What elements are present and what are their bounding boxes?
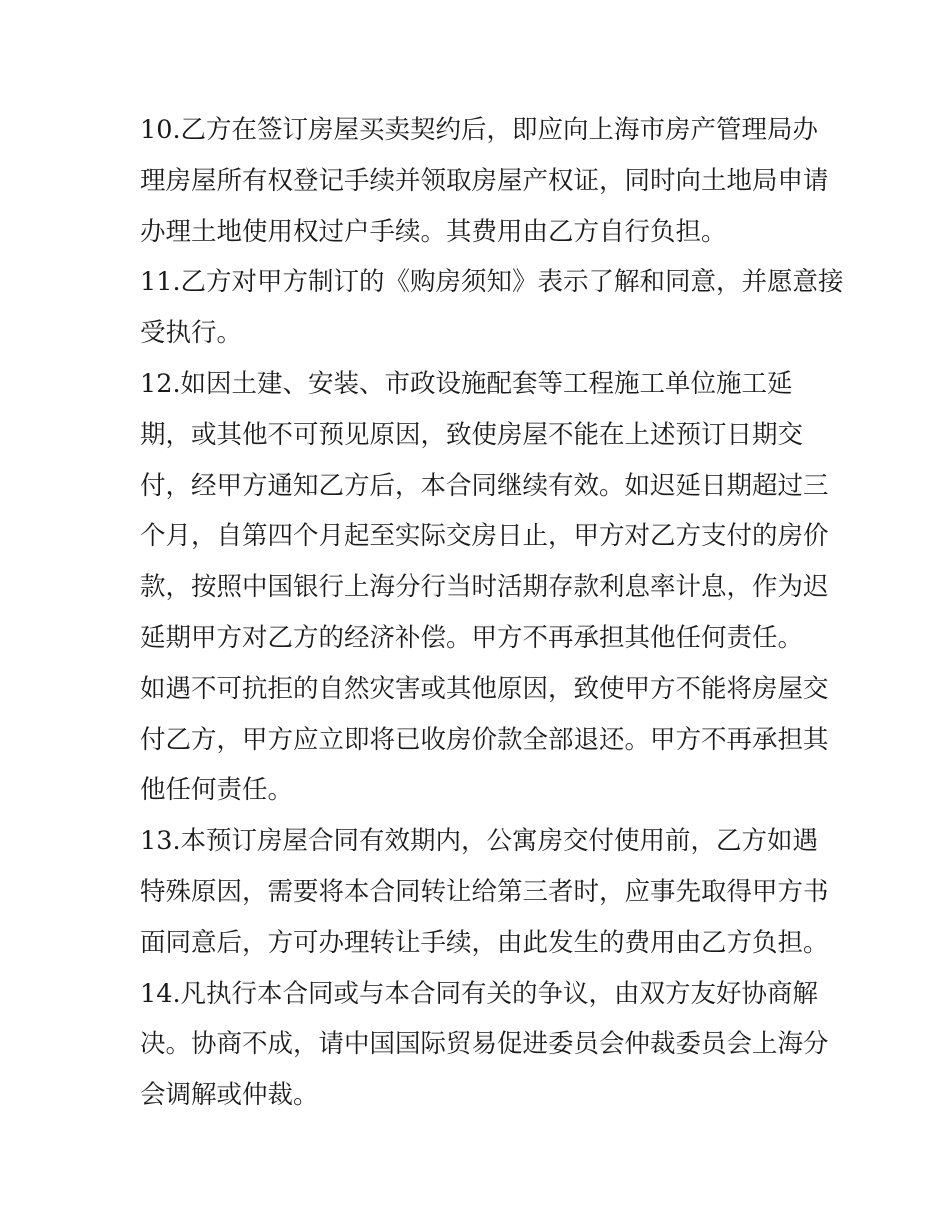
clause-13-line: 特殊原因，需要将本合同转让给第三者时，应事先取得甲方书 [140,876,829,907]
clause-13-line: 13.本预订房屋合同有效期内，公寓房交付使用前，乙方如遇 [140,826,819,857]
clause-12-line: 付，经甲方通知乙方后，本合同继续有效。如迟延日期超过三 [140,470,829,501]
clause-10-line: 10.乙方在签订房屋买卖契约后，即应向上海市房产管理局办 [140,115,819,145]
clause-11-line: 受执行。 [140,318,243,349]
clause-12-line: 12.如因土建、安装、市政设施配套等工程施工单位施工延 [140,368,793,399]
clause-11-line: 11.乙方对甲方制订的《购房须知》表示了解和同意，并愿意接 [140,267,844,298]
clause-10-line: 理房屋所有权登记手续并领取房屋产权证，同时向土地局申请 [140,165,829,196]
clause-12-line: 期，或其他不可预见原因，致使房屋不能在上述预订日期交 [140,419,804,450]
clause-14-line: 会调解或仲裁。 [140,1080,319,1111]
clause-14-line: 14.凡执行本合同或与本合同有关的争议，由双方友好协商解 [140,978,819,1009]
clause-12-line: 款，按照中国银行上海分行当时活期存款利息率计息，作为迟 [140,572,829,603]
clause-12-line: 延期甲方对乙方的经济补偿。甲方不再承担其他任何责任。 [140,622,804,653]
clause-14-line: 决。协商不成，请中国国际贸易促进委员会仲裁委员会上海分 [140,1029,829,1060]
clause-12-line: 个月，自第四个月起至实际交房日止，甲方对乙方支付的房价 [140,521,829,552]
clause-12-line: 如遇不可抗拒的自然灾害或其他原因，致使甲方不能将房屋交 [140,673,829,704]
document-page [140,105,844,1121]
clause-10-line: 办理土地使用权过户手续。其费用由乙方自行负担。 [140,216,727,247]
clause-12-line: 付乙方，甲方应立即将已收房价款全部退还。甲方不再承担其 [140,724,829,755]
clause-12-line: 他任何责任。 [140,775,294,806]
clause-13-line: 面同意后，方可办理转让手续，由此发生的费用由乙方负担。 [140,927,829,958]
